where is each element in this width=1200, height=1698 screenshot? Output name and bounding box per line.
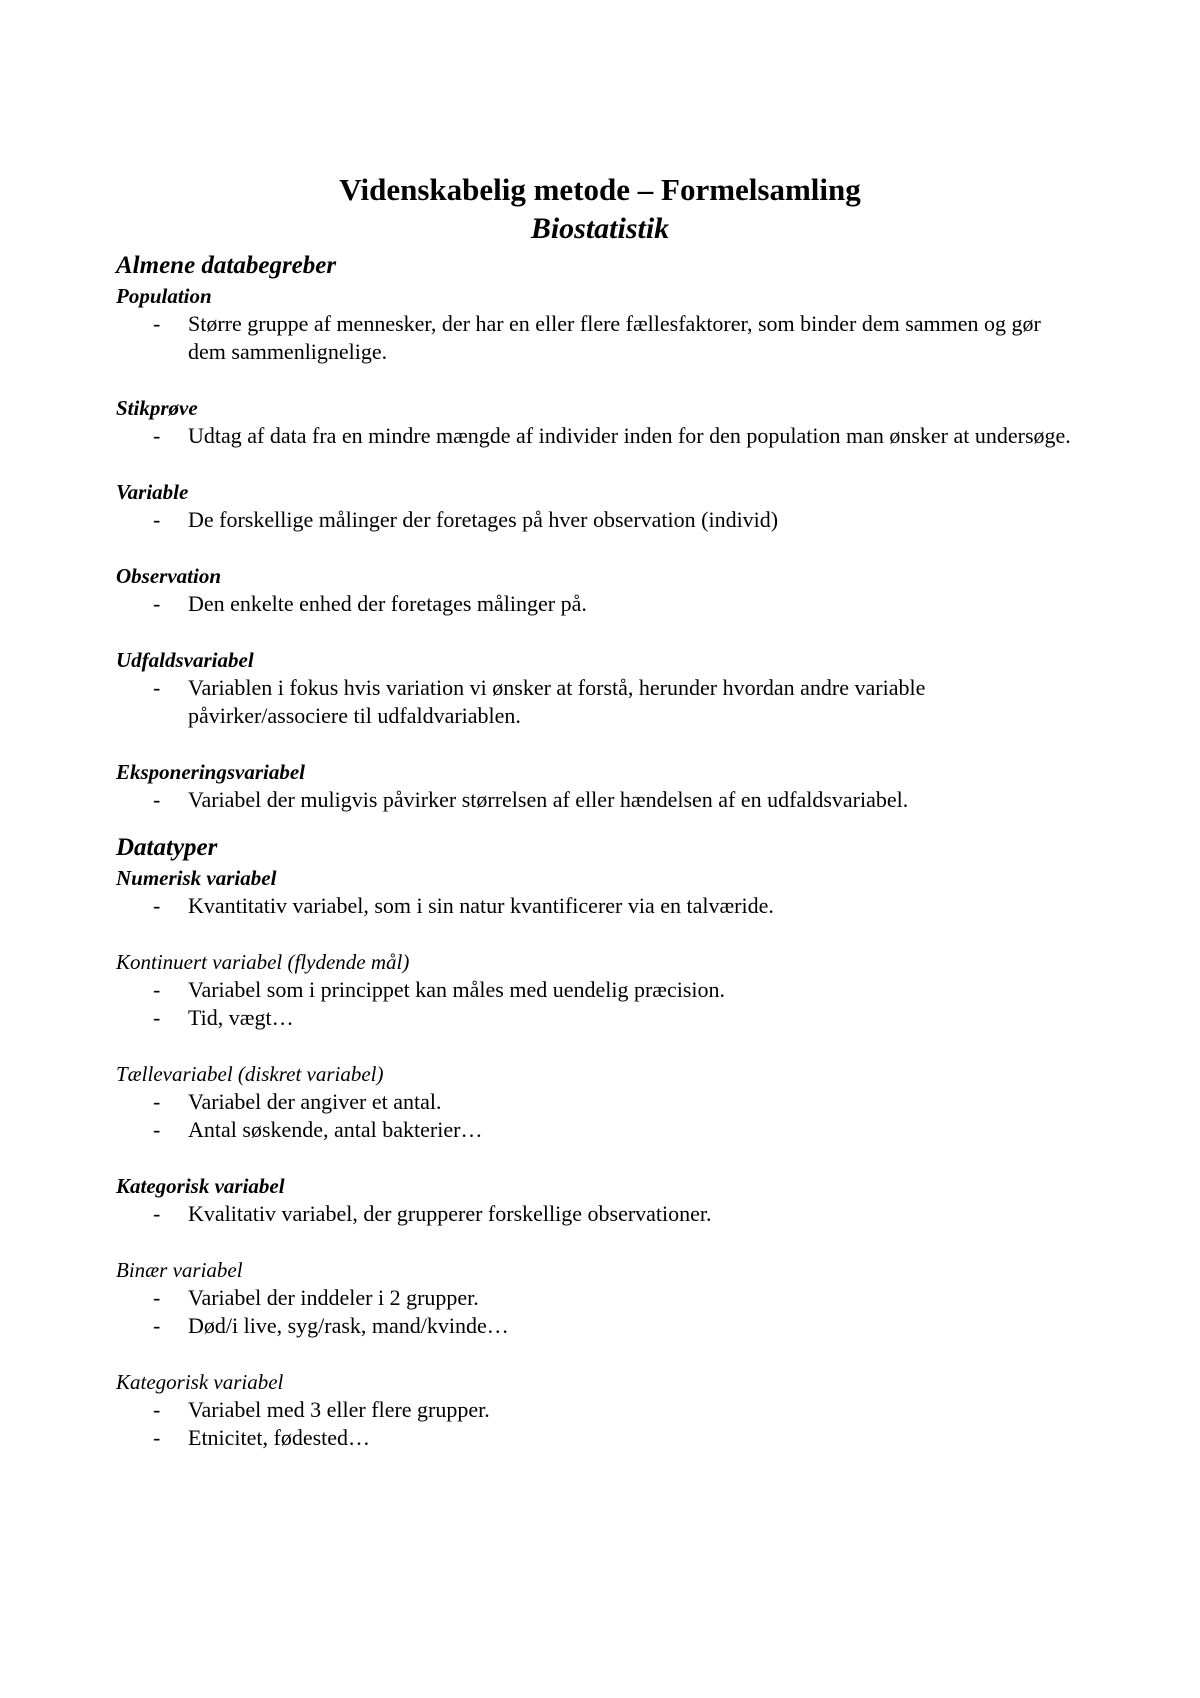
bullet-text: Variabel der angiver et antal. — [188, 1089, 442, 1114]
list-item — [116, 1424, 1076, 1452]
list-item — [116, 976, 1076, 1004]
dash-marker: - — [153, 977, 161, 1002]
dash-marker: - — [153, 1397, 161, 1422]
dash-marker: - — [153, 311, 161, 336]
list-item — [116, 1200, 1076, 1228]
bullet-list — [116, 786, 1076, 814]
term-block — [116, 758, 1076, 814]
document-subtitle: Biostatistik — [530, 212, 670, 245]
term-heading: Binær variabel — [116, 1258, 243, 1282]
bullet-text: Variabel med 3 eller flere grupper. — [188, 1397, 490, 1422]
bullet-text: Kvalitativ variabel, der grupperer forskellige observationer. — [188, 1201, 712, 1226]
term-block — [116, 282, 1076, 366]
bullet-text: Variabel der inddeler i 2 grupper. — [188, 1285, 479, 1310]
section-heading: Datatyper — [116, 834, 218, 861]
term-heading: Kategorisk variabel — [116, 1174, 285, 1198]
title-block — [0, 170, 1200, 248]
dash-marker: - — [153, 893, 161, 918]
document-body — [116, 250, 1076, 1452]
bullet-text: Variablen i fokus hvis variation vi ønsker at forstå, herunder hvordan andre variable påvirker/associere til udfaldvariablen. — [188, 675, 926, 728]
term-heading: Population — [116, 284, 212, 308]
list-item — [116, 1284, 1076, 1312]
list-item — [116, 1004, 1076, 1032]
dash-marker: - — [153, 1425, 161, 1450]
dash-marker: - — [153, 787, 161, 812]
dash-marker: - — [153, 1117, 161, 1142]
bullet-list — [116, 1396, 1076, 1452]
list-item — [116, 1312, 1076, 1340]
term-block — [116, 478, 1076, 534]
dash-marker: - — [153, 1005, 161, 1030]
dash-marker: - — [153, 423, 161, 448]
bullet-text: Større gruppe af mennesker, der har en eller flere fællesfaktorer, som binder dem sammen og gør dem sammenlignelige. — [188, 311, 1041, 364]
bullet-text: Etnicitet, fødested… — [188, 1425, 371, 1450]
bullet-list — [116, 590, 1076, 618]
bullet-list — [116, 1284, 1076, 1340]
dash-marker: - — [153, 507, 161, 532]
dash-marker: - — [153, 1089, 161, 1114]
list-item — [116, 1116, 1076, 1144]
term-block — [116, 864, 1076, 920]
bullet-list — [116, 892, 1076, 920]
bullet-list — [116, 310, 1076, 366]
bullet-text: Død/i live, syg/rask, mand/kvinde… — [188, 1313, 509, 1338]
dash-marker: - — [153, 1201, 161, 1226]
bullet-text: Tid, vægt… — [188, 1005, 294, 1030]
term-block — [116, 646, 1076, 730]
list-item — [116, 786, 1076, 814]
bullet-text: Den enkelte enhed der foretages målinger på. — [188, 591, 587, 616]
dash-marker: - — [153, 1313, 161, 1338]
list-item — [116, 310, 1076, 366]
term-heading: Observation — [116, 564, 221, 588]
bullet-list — [116, 976, 1076, 1032]
term-heading: Kategorisk variabel — [116, 1370, 284, 1394]
term-heading: Udfaldsvariabel — [116, 648, 254, 672]
bullet-text: De forskellige målinger der foretages på hver observation (individ) — [188, 507, 779, 532]
dash-marker: - — [153, 1285, 161, 1310]
term-block — [116, 1368, 1076, 1452]
bullet-list — [116, 1200, 1076, 1228]
bullet-list — [116, 506, 1076, 534]
list-item — [116, 590, 1076, 618]
term-block — [116, 562, 1076, 618]
bullet-text: Udtag af data fra en mindre mængde af individer inden for den population man ønsker at undersøge. — [188, 423, 1071, 448]
term-block — [116, 1172, 1076, 1228]
term-heading: Tællevariabel (diskret variabel) — [116, 1062, 384, 1086]
term-block — [116, 948, 1076, 1032]
bullet-list — [116, 1088, 1076, 1144]
list-item — [116, 1088, 1076, 1116]
bullet-text: Antal søskende, antal bakterier… — [188, 1117, 483, 1142]
bullet-list — [116, 422, 1076, 450]
list-item — [116, 1396, 1076, 1424]
term-heading: Stikprøve — [116, 396, 198, 420]
section — [116, 250, 1076, 814]
bullet-text: Kvantitativ variabel, som i sin natur kvantificerer via en talværide. — [188, 893, 774, 918]
term-heading: Eksponeringsvariabel — [116, 760, 306, 784]
list-item — [116, 422, 1076, 450]
term-heading: Kontinuert variabel (flydende mål) — [116, 950, 410, 974]
term-heading: Variable — [116, 480, 189, 504]
section-heading: Almene databegreber — [116, 252, 337, 279]
bullet-text: Variabel der muligvis påvirker størrelsen af eller hændelsen af en udfaldsvariabel. — [188, 787, 909, 812]
list-item — [116, 506, 1076, 534]
term-block — [116, 1256, 1076, 1340]
term-block — [116, 394, 1076, 450]
bullet-list — [116, 674, 1076, 730]
term-block — [116, 1060, 1076, 1144]
dash-marker: - — [153, 591, 161, 616]
bullet-text: Variabel som i princippet kan måles med uendelig præcision. — [188, 977, 726, 1002]
document-title: Videnskabelig metode – Formelsamling — [339, 172, 861, 207]
term-heading: Numerisk variabel — [116, 866, 277, 890]
list-item — [116, 892, 1076, 920]
section — [116, 832, 1076, 1452]
dash-marker: - — [153, 675, 161, 700]
list-item — [116, 674, 1076, 730]
